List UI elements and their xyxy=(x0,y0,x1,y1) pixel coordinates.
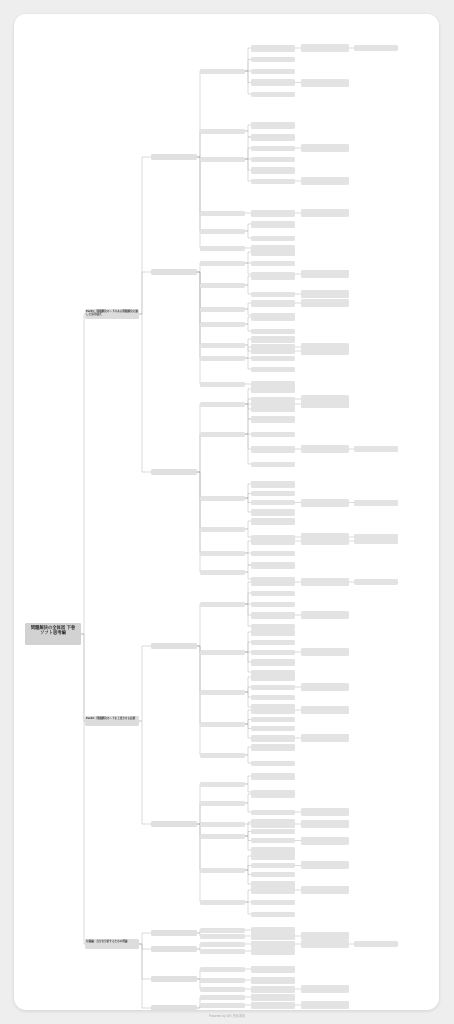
detail-node[interactable] xyxy=(251,650,295,655)
connector-line xyxy=(81,634,85,721)
note-node[interactable] xyxy=(301,343,349,351)
detail-node[interactable] xyxy=(251,900,295,905)
detail-node[interactable] xyxy=(251,417,295,422)
connector-line xyxy=(139,314,151,472)
detail-node[interactable] xyxy=(251,300,295,307)
topic-node[interactable] xyxy=(200,283,245,288)
detail-node[interactable] xyxy=(251,659,295,666)
note-node[interactable] xyxy=(301,209,349,217)
detail-node[interactable] xyxy=(251,236,295,241)
topic-node[interactable] xyxy=(200,722,245,727)
detail-node[interactable] xyxy=(251,509,295,516)
section-node-part2[interactable] xyxy=(85,716,139,726)
detail-node[interactable] xyxy=(251,810,295,815)
note-node[interactable] xyxy=(301,290,349,298)
topic-node[interactable] xyxy=(200,650,245,655)
section-label: 付録編：自分を分析するための理論 xyxy=(86,939,128,943)
connector-line xyxy=(197,646,200,755)
topic-node[interactable] xyxy=(200,995,245,1000)
topic-node[interactable] xyxy=(200,69,245,74)
detail-node[interactable] xyxy=(251,986,295,993)
detail-node[interactable] xyxy=(251,1002,295,1009)
note-node[interactable] xyxy=(301,270,349,278)
detail-node[interactable] xyxy=(251,179,295,184)
detail-node[interactable] xyxy=(251,69,295,74)
connector-line xyxy=(81,314,85,634)
detail-node[interactable] xyxy=(251,819,295,826)
detail-node[interactable] xyxy=(251,994,295,1001)
topic-node[interactable] xyxy=(200,949,245,954)
connector-lines xyxy=(14,14,439,1010)
detail-node[interactable] xyxy=(251,717,295,722)
branch-node[interactable] xyxy=(151,643,197,649)
branch-node[interactable] xyxy=(151,930,197,936)
topic-node[interactable] xyxy=(200,157,245,162)
topic-node[interactable] xyxy=(200,934,245,939)
detail-node[interactable] xyxy=(251,491,295,496)
topic-node[interactable] xyxy=(200,229,245,234)
detail-node[interactable] xyxy=(251,829,295,834)
topic-node[interactable] xyxy=(200,129,245,134)
topic-node[interactable] xyxy=(200,261,245,266)
detail-node[interactable] xyxy=(251,695,295,700)
detail-node[interactable] xyxy=(251,344,295,351)
connector-line xyxy=(197,157,200,213)
branch-node[interactable] xyxy=(151,821,197,827)
topic-node[interactable] xyxy=(200,987,245,992)
connector-line xyxy=(139,721,151,824)
detail-node[interactable] xyxy=(251,941,295,948)
note-node[interactable] xyxy=(354,538,398,544)
topic-node[interactable] xyxy=(200,822,245,827)
connector-line xyxy=(197,71,200,157)
topic-node[interactable] xyxy=(200,211,245,216)
note-node[interactable] xyxy=(354,446,398,452)
footer-credit: Powered by WX 思維導図 xyxy=(208,1014,246,1018)
connector-line xyxy=(139,646,151,721)
topic-node[interactable] xyxy=(200,246,245,251)
detail-node[interactable] xyxy=(251,977,295,984)
section-node-appendix[interactable] xyxy=(85,939,139,949)
note-node[interactable] xyxy=(354,579,398,585)
connector-line xyxy=(197,157,200,248)
connector-line xyxy=(197,472,200,572)
detail-node[interactable] xyxy=(251,744,295,751)
detail-node[interactable] xyxy=(251,432,295,437)
detail-node[interactable] xyxy=(251,79,295,86)
note-node[interactable] xyxy=(301,499,349,507)
branch-node[interactable] xyxy=(151,976,197,982)
detail-node[interactable] xyxy=(251,221,295,228)
note-node[interactable] xyxy=(301,683,349,691)
topic-node[interactable] xyxy=(200,967,245,972)
detail-node[interactable] xyxy=(251,45,295,52)
topic-node[interactable] xyxy=(200,322,245,327)
detail-node[interactable] xyxy=(251,591,295,596)
detail-node[interactable] xyxy=(251,314,295,321)
note-node[interactable] xyxy=(301,44,349,52)
detail-node[interactable] xyxy=(251,356,295,361)
detail-node[interactable] xyxy=(251,273,295,280)
note-node[interactable] xyxy=(301,886,349,894)
topic-node[interactable] xyxy=(200,942,245,947)
detail-node[interactable] xyxy=(251,146,295,151)
topic-node[interactable] xyxy=(200,782,245,787)
note-node[interactable] xyxy=(301,537,349,545)
topic-node[interactable] xyxy=(200,928,245,933)
detail-node[interactable] xyxy=(251,629,295,636)
topic-node[interactable] xyxy=(200,343,245,348)
topic-node[interactable] xyxy=(200,402,245,407)
section-label: Part2：問題解決モードを上達させる技術 xyxy=(86,716,136,720)
detail-node[interactable] xyxy=(251,707,295,714)
detail-node[interactable] xyxy=(251,640,295,645)
note-node[interactable] xyxy=(354,500,398,506)
topic-node[interactable] xyxy=(200,382,245,387)
detail-node[interactable] xyxy=(251,92,295,97)
connector-line xyxy=(197,472,200,553)
detail-node[interactable] xyxy=(251,292,295,297)
note-node[interactable] xyxy=(301,400,349,408)
detail-node[interactable] xyxy=(251,624,295,629)
detail-node[interactable] xyxy=(251,863,295,868)
topic-node[interactable] xyxy=(200,753,245,758)
detail-node[interactable] xyxy=(251,933,295,940)
connector-line xyxy=(197,803,200,824)
detail-node[interactable] xyxy=(251,966,295,973)
branch-node[interactable] xyxy=(151,1005,197,1010)
connector-line xyxy=(197,272,200,384)
detail-node[interactable] xyxy=(251,538,295,545)
note-node[interactable] xyxy=(301,648,349,656)
connector-line xyxy=(197,272,200,324)
topic-node[interactable] xyxy=(200,527,245,532)
detail-node[interactable] xyxy=(251,948,295,955)
topic-node[interactable] xyxy=(200,690,245,695)
detail-node[interactable] xyxy=(251,500,295,505)
connector-line xyxy=(139,944,151,1008)
note-node[interactable] xyxy=(354,941,398,947)
note-node[interactable] xyxy=(301,177,349,185)
detail-node[interactable] xyxy=(251,518,295,525)
branch-node[interactable] xyxy=(151,154,197,160)
branch-node[interactable] xyxy=(151,469,197,475)
branch-node[interactable] xyxy=(151,269,197,275)
topic-node[interactable] xyxy=(200,356,245,361)
branch-node[interactable] xyxy=(151,946,197,952)
note-node[interactable] xyxy=(301,932,349,940)
note-node[interactable] xyxy=(301,837,349,845)
connector-line xyxy=(197,646,200,724)
detail-node[interactable] xyxy=(251,367,295,372)
detail-node[interactable] xyxy=(251,446,295,453)
topic-node[interactable] xyxy=(200,900,245,905)
detail-node[interactable] xyxy=(251,872,295,877)
detail-node[interactable] xyxy=(251,481,295,488)
connector-line xyxy=(197,824,200,870)
detail-node[interactable] xyxy=(251,562,295,569)
note-node[interactable] xyxy=(301,578,349,586)
detail-node[interactable] xyxy=(251,791,295,798)
connector-line xyxy=(197,131,200,157)
detail-node[interactable] xyxy=(251,551,295,556)
topic-node[interactable] xyxy=(200,602,245,607)
detail-node[interactable] xyxy=(251,401,295,408)
connector-line xyxy=(197,472,200,498)
connector-line xyxy=(197,472,200,529)
note-node[interactable] xyxy=(301,706,349,714)
note-node[interactable] xyxy=(301,940,349,948)
root-node[interactable] xyxy=(25,623,81,645)
topic-node[interactable] xyxy=(200,551,245,556)
detail-node[interactable] xyxy=(251,157,295,162)
detail-node[interactable] xyxy=(251,853,295,860)
note-node[interactable] xyxy=(301,445,349,453)
topic-node[interactable] xyxy=(200,801,245,806)
topic-node[interactable] xyxy=(200,570,245,575)
detail-node[interactable] xyxy=(251,761,295,766)
section-label: Part1：問題解決モードのある問題解決に適した思考様式 xyxy=(86,309,138,316)
section-node-part1[interactable] xyxy=(85,309,139,319)
note-node[interactable] xyxy=(301,861,349,869)
note-node[interactable] xyxy=(301,985,349,993)
note-node[interactable] xyxy=(301,611,349,619)
detail-node[interactable] xyxy=(251,674,295,681)
connector-line xyxy=(139,933,151,944)
connector-line xyxy=(197,434,200,472)
connector-line xyxy=(139,944,151,949)
detail-node[interactable] xyxy=(251,838,295,843)
topic-node[interactable] xyxy=(200,1003,245,1008)
detail-node[interactable] xyxy=(251,685,295,690)
note-node[interactable] xyxy=(301,808,349,816)
note-node[interactable] xyxy=(354,45,398,51)
connector-line xyxy=(81,634,85,944)
detail-node[interactable] xyxy=(251,134,295,141)
detail-node[interactable] xyxy=(251,602,295,607)
connector-line xyxy=(197,604,200,646)
detail-node[interactable] xyxy=(251,726,295,731)
topic-node[interactable] xyxy=(200,432,245,437)
detail-node[interactable] xyxy=(251,735,295,742)
detail-node[interactable] xyxy=(251,462,295,467)
note-node[interactable] xyxy=(301,144,349,152)
detail-node[interactable] xyxy=(251,167,295,174)
detail-node[interactable] xyxy=(251,122,295,129)
detail-node[interactable] xyxy=(251,612,295,619)
note-node[interactable] xyxy=(301,1001,349,1009)
root-title: 問題解決の全体図 下巻 ソフト思考編 xyxy=(30,626,76,637)
connector-line xyxy=(139,157,151,314)
mindmap-canvas xyxy=(14,14,439,1010)
topic-node[interactable] xyxy=(200,307,245,312)
detail-node[interactable] xyxy=(251,329,295,334)
connector-line xyxy=(197,157,200,231)
detail-node[interactable] xyxy=(251,912,295,917)
detail-node[interactable] xyxy=(251,249,295,256)
topic-node[interactable] xyxy=(200,868,245,873)
note-node[interactable] xyxy=(301,299,349,307)
detail-node[interactable] xyxy=(251,887,295,894)
detail-node[interactable] xyxy=(251,386,295,393)
detail-node[interactable] xyxy=(251,773,295,780)
connector-line xyxy=(197,404,200,472)
detail-node[interactable] xyxy=(251,210,295,217)
detail-node[interactable] xyxy=(251,261,295,266)
topic-node[interactable] xyxy=(200,978,245,983)
detail-node[interactable] xyxy=(251,579,295,586)
topic-node[interactable] xyxy=(200,834,245,839)
detail-node[interactable] xyxy=(251,336,295,343)
detail-node[interactable] xyxy=(251,57,295,62)
connector-line xyxy=(139,272,151,314)
note-node[interactable] xyxy=(301,734,349,742)
note-node[interactable] xyxy=(301,820,349,828)
topic-node[interactable] xyxy=(200,496,245,501)
note-node[interactable] xyxy=(301,79,349,87)
connector-line xyxy=(139,944,151,979)
connector-line xyxy=(197,272,200,309)
